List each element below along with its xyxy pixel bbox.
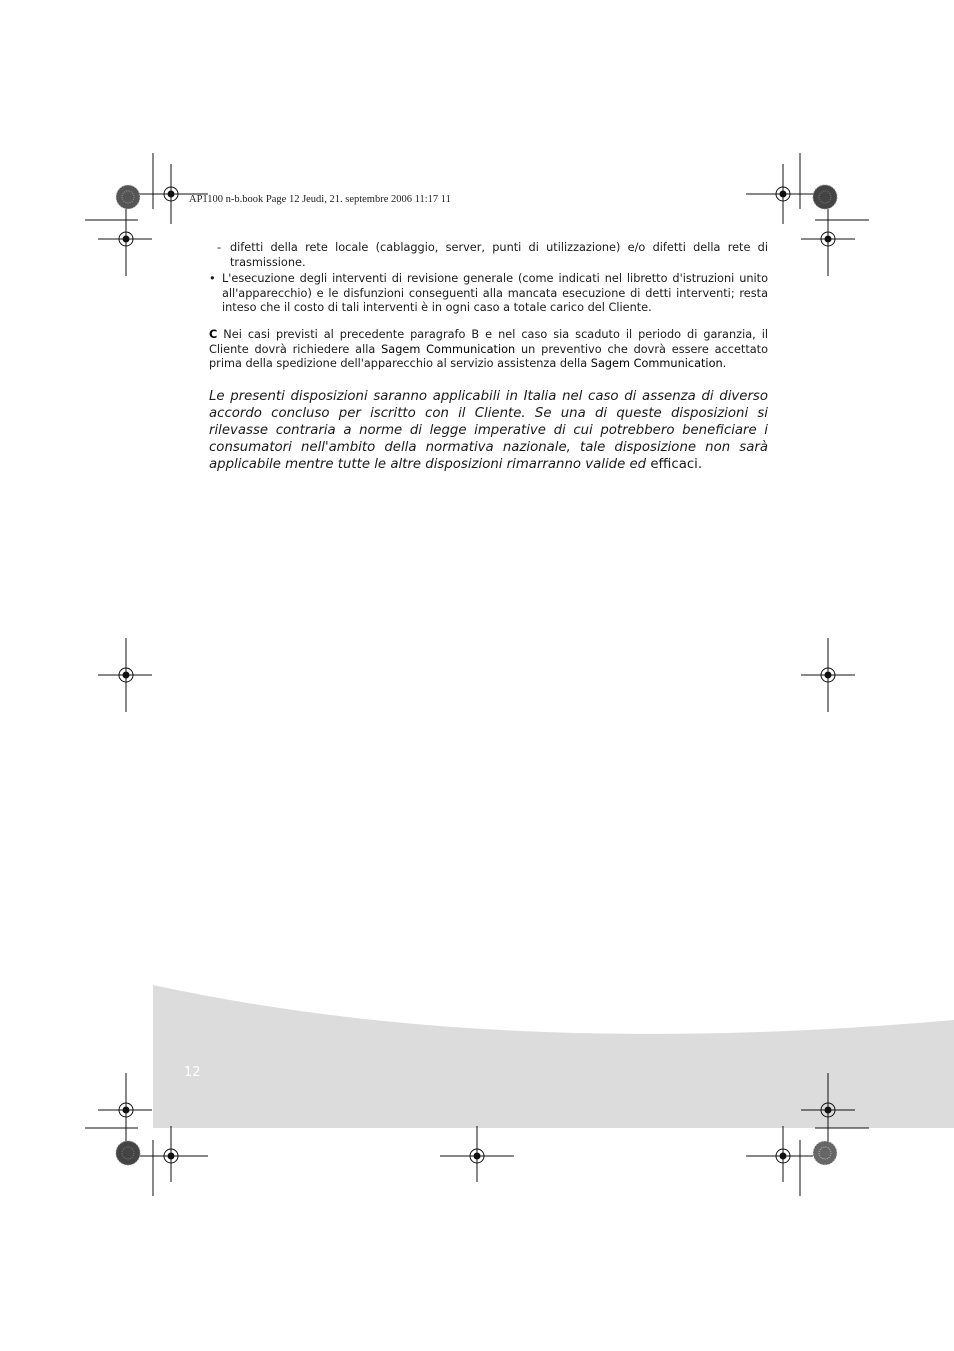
page-number: 12 bbox=[184, 1065, 201, 1080]
dash-list-item: difetti della rete locale (cablaggio, server, punti di utilizzazione) e/o difetti della rete di trasmissione. bbox=[230, 241, 768, 269]
paragraph-letter: C bbox=[209, 328, 218, 341]
starburst-icon bbox=[813, 1141, 837, 1165]
paragraph-text: Nei casi previsti al precedente paragrafo B e nel caso sia scaduto il periodo di garanzia, il Cliente dovrà richiedere alla bbox=[209, 328, 768, 356]
starburst-icon bbox=[116, 185, 140, 209]
paragraph-text: . bbox=[722, 357, 727, 370]
bullet-list-item: L'esecuzione degli interventi di revisione generale (come indicati nel libretto d'istruzioni unito all'apparecchio) e le disfunzioni conseguenti alla mancata esecuzione di detti interventi; resta inteso che il costo di tali interventi è in ogni caso a totale carico del Cliente. bbox=[222, 272, 768, 314]
italic-tail: efficaci. bbox=[650, 457, 703, 472]
bullet-marker: • bbox=[209, 272, 216, 285]
starburst-icon bbox=[813, 185, 837, 209]
dash-marker: - bbox=[217, 241, 222, 254]
paragraph-c bbox=[209, 328, 768, 372]
brand-name: Sagem Communication bbox=[590, 357, 723, 370]
italic-text: Le presenti disposizioni saranno applicabili in Italia nel caso di assenza di diverso accordo concluso per iscritto con il Cliente. Se una di queste disposizioni si rilevasse contraria a norme di legge imperative di cui potrebbero beneficiare i consumatori nell'ambito della normativa nazionale, tale disposizione non sarà applicabile mentre tutte le altre disposizioni rimarranno valide ed bbox=[209, 389, 768, 472]
starburst-icon bbox=[116, 1141, 140, 1165]
paragraph-text: un preventivo che dovrà essere accettato prima della spedizione dell'apparecchio al servizio assistenza della bbox=[209, 342, 769, 370]
print-header: AP1100 n-b.book Page 12 Jeudi, 21. septembre 2006 11:17 11 bbox=[189, 194, 451, 205]
italic-paragraph bbox=[209, 388, 768, 473]
brand-name: Sagem Communication bbox=[381, 342, 516, 356]
